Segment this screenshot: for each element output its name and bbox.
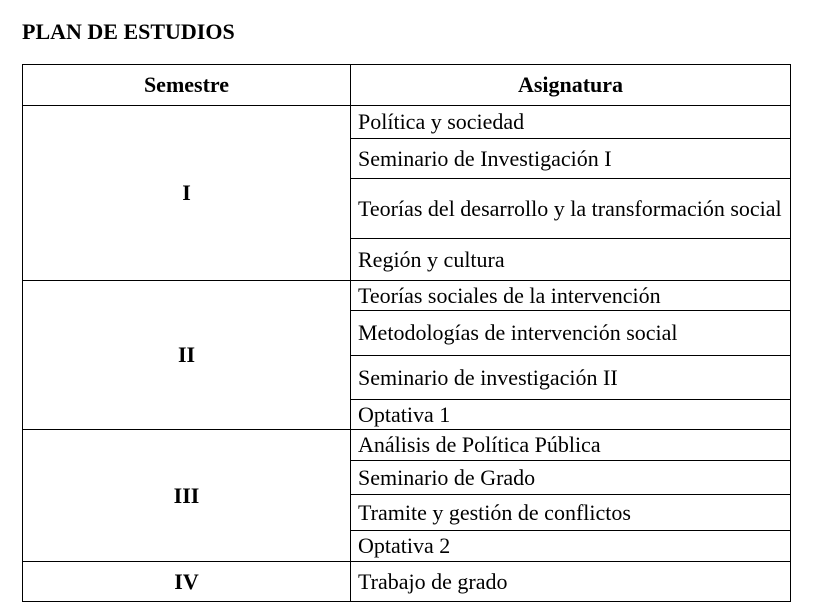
subject-cell: Región y cultura: [351, 239, 791, 281]
table-row: [23, 562, 791, 602]
subject-cell: Seminario de investigación II: [351, 356, 791, 400]
subject-cell: Seminario de Grado: [351, 461, 791, 495]
subject-cell: Seminario de Investigación I: [351, 139, 791, 179]
page-title: PLAN DE ESTUDIOS: [22, 19, 235, 44]
semester-cell: II: [23, 281, 351, 430]
subject-cell: Tramite y gestión de conflictos: [351, 495, 791, 531]
table-header-row: [23, 65, 791, 106]
subject-cell: Optativa 2: [351, 531, 791, 562]
subject-cell: Teorías sociales de la intervención: [351, 281, 791, 311]
table-row: [23, 106, 791, 139]
semester-column-header: Semestre: [23, 65, 351, 106]
subject-cell: Política y sociedad: [351, 106, 791, 139]
table-row: [23, 430, 791, 461]
subject-cell: Trabajo de grado: [351, 562, 791, 602]
subject-cell: Análisis de Política Pública: [351, 430, 791, 461]
semester-cell: III: [23, 430, 351, 562]
subject-column-header: Asignatura: [351, 65, 791, 106]
semester-cell: I: [23, 106, 351, 281]
subject-cell: Metodologías de intervención social: [351, 311, 791, 356]
table-row: [23, 281, 791, 311]
semester-cell: IV: [23, 562, 351, 602]
study-plan-table: [22, 64, 791, 602]
subject-cell: Teorías del desarrollo y la transformación social: [351, 179, 791, 239]
subject-cell: Optativa 1: [351, 400, 791, 430]
